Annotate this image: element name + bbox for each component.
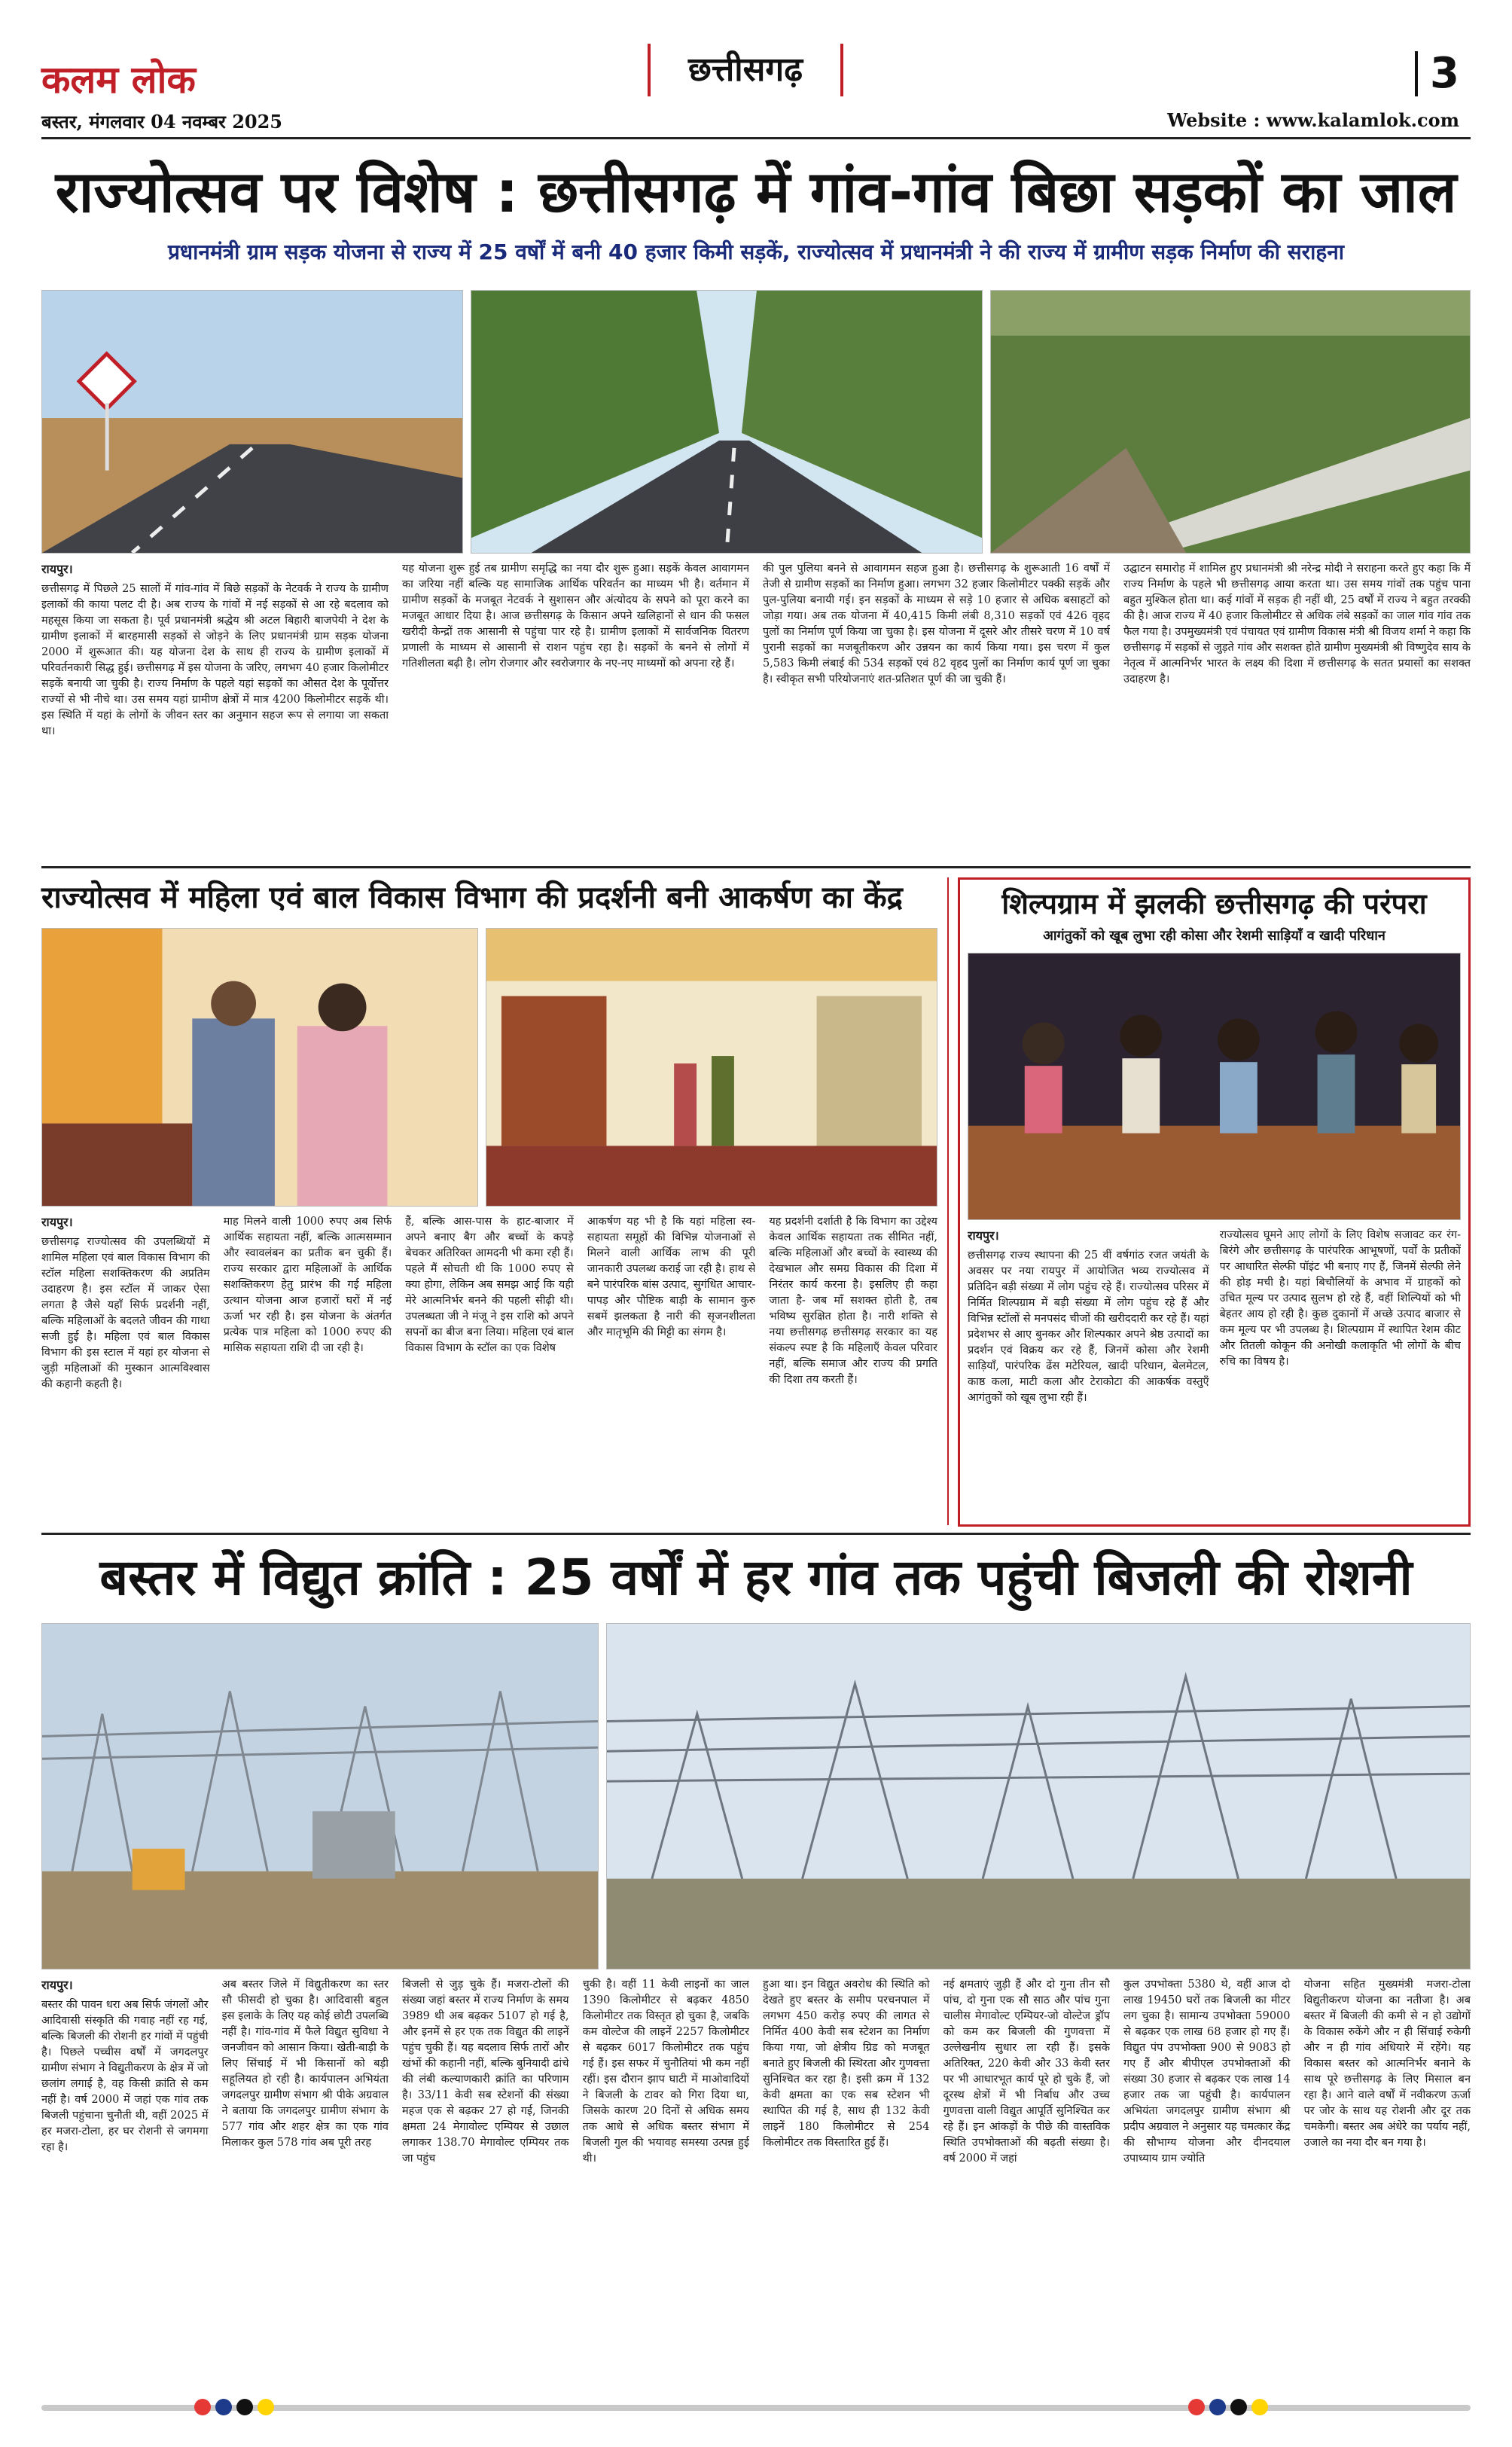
story3-body: [968, 1228, 1461, 1521]
website-url: Website : www.kalamlok.com: [1167, 109, 1459, 131]
registration-dot: [258, 2399, 274, 2415]
story1-col-4: उद्घाटन समारोह में शामिल हुए प्रधानमंत्री श्री नरेन्द्र मोदी ने सराहना करते हुए कहा कि मैं राज्य निर्माण के पहले भी छत्तीसगढ़ आया करता था। उस समय गांवों तक पहुंच पाना बहुत मुश्किल होता था। कई गांवों में सड़क ही नहीं थी, 25 वर्षों में राज्य ने बहुत तरक्की की है। आज राज्य में 40 हजार किलोमीटर से अधिक लंबे सड़कों का जाल गांव गांव तक फैल गया है। उपमुख्यमंत्री एवं पंचायत एवं ग्रामीण विकास मंत्री श्री विजय शर्मा ने कहा कि छत्तीसगढ़ में सड़कों से जुड़ते गांव और सशक्त होते ग्रामीण मुख्यमंत्री श्री विष्णुदेव साय के नेतृत्व में आत्मनिर्भर भारत के लक्ष्य की दिशा में छत्तीसगढ़ के सतत प्रयासों का सशक्त उदाहरण है।: [1123, 563, 1471, 685]
registration-dot: [215, 2399, 232, 2415]
story4-col-1-text: बस्तर की पावन धरा अब सिर्फ जंगलों और आदिवासी संस्कृति की गवाह नहीं रह गई, बल्कि बिजली की रोशनी हर गांवों में पहुंची है। पिछले पच्चीस वर्षों में जगदलपुर ग्रामीण संभाग ने विद्युतीकरण के क्षेत्र में जो छलांग लगाई है, वह किसी क्रांति से कम नहीं है। वर्ष 2000 में जहां एक गांव तक बिजली पहुंचाना चुनौती थी, वहीं 2025 में हर मजरा-टोला, हर घर रोशनी से जगमगा रहा है।: [41, 1999, 209, 2153]
story3-subhead: आगंतुकों को खूब लुभा रही कोसा और रेशमी साड़ियाँ व खादी परिधान: [1043, 928, 1385, 944]
footer-color-bar: [41, 2399, 1471, 2415]
registration-dot: [1230, 2399, 1247, 2415]
registration-dot: [1251, 2399, 1268, 2415]
story1-place: रायपुर।: [41, 562, 73, 576]
story1-col-1-text: छत्तीसगढ़ में पिछले 25 सालों में गांव-गांव में बिछे सड़कों के नेटवर्क ने राज्य के ग्रामीण इलाकों की काया पलट दी है। अब राज्य के गांवों में नई सड़कों से आ रहे बदलाव को महसूस किया जा सकता है। पूर्व प्रधानमंत्री श्रद्धेय श्री अटल बिहारी बाजपेयी ने देश के ग्रामीण इलाकों में बारहमासी सड़कों से जोड़ने के लिए प्रधानमंत्री ग्राम सड़क योजना 2000 में शुरूआत की। यह योजना देश के साथ ही राज्य के ग्रामीण इलाकों में परिवर्तनकारी सिद्ध हुई। छत्तीसगढ़ में इस योजना के जरिए, लगभग 40 हजार किलोमीटर सड़कें बनायी जा चुकी है। राज्य निर्माण के पहले यहां सड़कों का औसत देश के पूर्वोत्तर राज्यों से भी नीचे था। उस समय यहां ग्रामीण क्षेत्रों में मात्र 4200 किलोमीटर सड़कें थी। इस स्थिति में यहां के लोगों के जीवन स्तर का अनुमान सहज रूप से लगाया जा सकता था।: [41, 583, 389, 737]
story3-rule: [41, 1533, 1471, 1535]
dateline: बस्तर, मंगलवार 04 नवम्बर 2025: [41, 111, 283, 133]
story2-headline: राज्योत्सव में महिला एवं बाल विकास विभाग की प्रदर्शनी बनी आकर्षण का केंद्र: [41, 880, 903, 915]
road-photo-1: [41, 290, 463, 554]
story2-col-5: यह प्रदर्शनी दर्शाती है कि विभाग का उद्देश्य केवल आर्थिक सहायता तक सीमित नहीं, बल्कि महिलाओं और बच्चों के स्वास्थ्य की देखभाल और समग्र विकास की दिशा में निरंतर कार्य करना है। इसलिए ही कहा जाता है- जब माँ सशक्त होती है, तब भविष्य सुरक्षित होता है। नारी शक्ति से नया छत्तीसगढ़ छत्तीसगढ़ सरकार का यह संकल्प स्पष्ट है कि महिलाएँ केवल परिवार नहीं, बल्कि समाज और राज्य की प्रगति की दिशा तय करती हैं।: [769, 1216, 937, 1386]
story4-place: रायपुर।: [41, 1978, 73, 1992]
story1-col-2: यह योजना शुरू हुई तब ग्रामीण समृद्धि का नया दौर शुरू हुआ। सड़कें केवल आवागमन का जरिया नहीं बल्कि यह सामाजिक आर्थिक परिवर्तन का माध्यम भी है। वर्तमान में ग्रामीण सड़कों के मजबूत नेटवर्क ने सुशासन और अंत्योदय के सपने को पूरा करने का मजबूत आधार दिया है। आज छत्तीसगढ़ के किसान अपने खलिहानों से धान की फसल खरीदी केन्द्रों तक आसानी से पहुंचा पार रहे है। ग्रामीण इलाकों में सार्वजनिक वितरण प्रणाली के माध्यम से आसानी से राशन पहुंच रहा है। सड़कों के बनने से लोगों में गतिशीलता बढ़ी है। लोग रोजगार और स्वरोजगार के नए-नए माध्यमों को अपना रहे हैं।: [402, 563, 749, 670]
shilpgram-photo: [968, 953, 1461, 1220]
story2-col-1: [41, 1214, 210, 1527]
story4-body: [41, 1977, 1471, 2391]
story4-col-8: योजना सहित मुख्यमंत्री मजरा-टोला विद्युतीकरण योजना का नतीजा है। अब बस्तर में बिजली की कमी से न हो उद्योगों के विकास रुकेंगे और न ही सिंचाई रुकेगी और न ही गांव अंधियारे में रहेंगे। यह विकास बस्तर को आत्मनिर्भर बनाने के साथ पूरे छत्तीसगढ़ के लिए मिसाल बन रहा है। आने वाले वर्षों में नवीकरण ऊर्जा पर जोर के साथ यह रोशनी और दूर तक चमकेगी। बस्तर अब अंधेरे का पर्याय नहीं, उजाले का नया दौर बन गया है।: [1303, 1979, 1471, 2149]
story4-col-2: अब बस्तर जिले में विद्युतीकरण का स्तर सौ फीसदी हो चुका है। आदिवासी बहुल इस इलाके के लिए यह कोई छोटी उपलब्धि नहीं है। गांव-गांव में फैले विद्युत सुविधा ने जनजीवन को आसान किया। खेती-बाड़ी के लिए सिंचाई में भी किसानों को बड़ी सहूलियत हो रही है। कार्यपालन अभियंता जगदलपुर ग्रामीण संभाग श्री पीके अग्रवाल ने बताया कि जगदलपुर ग्रामीण संभाग के 577 गांव और शहर क्षेत्र का एक गांव मिलाकर कुल 578 गांव अब पूरी तरह: [221, 1979, 389, 2149]
registration-dot: [1188, 2399, 1205, 2415]
story4-col-7: कुल उपभोक्ता 5380 थे, वहीं आज दो लाख 19450 घरों तक बिजली का मीटर लग चुका है। सामान्य उपभोक्ता 59000 से बढ़कर एक लाख 68 हजार हो गए हैं। विद्युत पंप उपभोक्ता 900 से 9083 हो गए हैं और बीपीएल उपभोक्ताओं की संख्या 30 हजार से बढ़कर एक लाख 14 हजार तक जा पहुंची है। कार्यपालन अभियंता जगदलपुर ग्रामीण संभाग श्री प्रदीप अग्रवाल ने अनुसार यह चमत्कार केंद्र की सौभाग्य योजना और दीनदयाल उपाध्याय ग्राम ज्योति: [1123, 1979, 1291, 2165]
story2-place: रायपुर।: [41, 1215, 73, 1229]
column-divider: [947, 877, 949, 1525]
masthead-logo: कलम लोक: [41, 58, 196, 102]
registration-dot: [1209, 2399, 1226, 2415]
story1-col-1: [41, 561, 389, 862]
exhibition-photo-2: [486, 928, 937, 1207]
story2-col-4: आकर्षण यह भी है कि यहां महिला स्व-सहायता समूहों की विभिन्न योजनाओं से मिलने वाली आर्थिक लाभ की पूरी जानकारी उपलब्ध कराई जा रही है। हाथ से बने पारंपरिक बांस उत्पाद, सुगंधित आचार-पापड़ और पौष्टिक बाड़ी के सामान कुरु सबमें झलकता है नारी की सृजनशीलता और मातृभूमि की मिट्टी का संगम है।: [587, 1216, 756, 1338]
registration-dot: [236, 2399, 253, 2415]
story4-col-6: नई क्षमताएं जुड़ी हैं और दो गुना तीन सौ पांच, दो गुना एक सौ साठ और पांच गुना चालीस मेगावोल्ट एम्पियर-जो वोल्टेज ड्रॉप को कम कर बिजली की गुणवत्ता में उल्लेखनीय सुधार ला रही हैं। इसके अतिरिक्त, 220 केवी और 33 केवी स्तर पर भी आधारभूत कार्य पूरे हो चुके हैं, जो दूरस्थ क्षेत्रों में भी निर्बाध और उच्च गुणवत्ता वाली विद्युत आपूर्ति सुनिश्चित कर रहे हैं। इन आंकड़ों के पीछे की वास्तविक स्थिति उपभोक्ताओं की बढ़ती संख्या है। वर्ष 2000 में जहां: [943, 1979, 1110, 2165]
registration-dot: [194, 2399, 211, 2415]
story3-col-1: [968, 1228, 1209, 1521]
story2-body: [41, 1214, 937, 1527]
story3-headline: शिल्पग्राम में झलकी छत्तीसगढ़ की परंपरा: [1001, 887, 1427, 920]
story1-col-3: की पुल पुलिया बनने से आवागमन सहज हुआ है। छत्तीसगढ़ के शुरूआती 16 वर्षों में तेजी से ग्रामीण सड़कों का निर्माण हुआ। लगभग 32 हजार किलोमीटर पक्की सड़कें और पुल-पुलिया बनायी गई। इन सड़कों के माध्यम से सड़े 10 हजार से अधिक बसाहटों को जोड़ा गया। अब तक योजना में 40,415 किमी लंबी 8,310 सड़कों एवं 426 वृहद पुलों का निर्माण पूर्ण किया जा चुका है। इस योजना में दूसरे और तीसरे चरण में 10 वर्ष पुरानी सड़कों का मजबूतीकरण और उन्नयन का कार्य किया गया। इस चरण में कुल 5,583 किमी लंबाई की 534 सड़कों एवं 82 वृहद पुलों का निर्माण कार्य पूर्ण जा चुका है। स्वीकृत सभी परियोजनाएं शत-प्रतिशत पूर्ण की जा चुकी हैं।: [763, 563, 1110, 685]
story4-col-5: हुआ था। इन विद्युत अवरोध की स्थिति को देखते हुए बस्तर के समीप परचनपाल में लगभग 450 करोड़ रुपए की लागत से निर्मित 400 केवी सब स्टेशन का निर्माण किया गया, जो क्षेत्रीय ग्रिड को मजबूत बनाते हुए बिजली की स्थिरता और गुणवत्ता सुनिश्चित कर रहा है। इसी क्रम में 132 केवी क्षमता का एक सब स्टेशन भी स्थापित की गई है, साथ ही 132 केवी लाइनें 180 किलोमीटर से 254 किलोमीटर तक विस्तारित हुई हैं।: [763, 1979, 930, 2149]
story4-col-1: [41, 1977, 209, 2391]
story1-rule: [41, 866, 1471, 868]
story4-headline: बस्तर में विद्युत क्रांति : 25 वर्षों में हर गांव तक पहुंची बिजली की रोशनी: [99, 1548, 1413, 1606]
bridge-photo: [990, 290, 1471, 554]
exhibition-photo-1: [41, 928, 478, 1207]
story3-col-2: राज्योत्सव घूमने आए लोगों के लिए विशेष सजावट कर रंग-बिरंगे और छत्तीसगढ़ के पारंपरिक आभूषणों, पर्वों के प्रतीकों पर आधारित सेल्फी पॉइंट भी बनाए गए हैं, जिनमें सेल्फी लेने की होड़ मची है। यहां बिचौलियों के अभाव में ग्राहकों को उचित मूल्य पर उत्पाद सुलभ हो रहे हैं, वहीं शिल्पियों को भी बेहतर आय हो रही है। कुछ दुकानों में अच्छे उत्पाद बाजार से कम मूल्य पर भी उपलब्ध है। शिल्पग्राम में स्थापित रेशम कीट और तितली कोकून की अनोखी कलाकृति भी लोगों के बीच रुचि का विषय है।: [1219, 1229, 1461, 1368]
registration-dots-left: [192, 2399, 276, 2418]
road-photo-2: [471, 290, 983, 554]
substation-photo-2: [606, 1623, 1471, 1969]
story1-headline: राज्योत्सव पर विशेष : छत्तीसगढ़ में गांव-गांव बिछा सड़कों का जाल: [55, 158, 1457, 225]
story2-col-1-text: छत्तीसगढ़ राज्योत्सव की उपलब्धियों में शामिल महिला एवं बाल विकास विभाग की स्टॉल महिला सशक्तिकरण की अप्रतिम उदाहरण है। इस स्टॉल में जाकर ऐसा लगता है जैसे यहाँ सिर्फ प्रदर्शनी नहीं, बल्कि महिलाओं के बदलते जीवन की गाथा सजी हुई है। महिला एवं बाल विकास विभाग की इस स्टाल में यहां हर योजना से जुड़ी महिलाओं की मुस्कान आत्मविश्वास की कहानी कहती है।: [41, 1236, 210, 1390]
story1-body: [41, 561, 1471, 862]
page-number: 3: [1415, 51, 1459, 96]
story3-place: रायपुर।: [968, 1228, 999, 1243]
section-name: छत्तीसगढ़: [648, 44, 843, 96]
story4-col-4: चुकी है। वहीं 11 केवी लाइनों का जाल 1390 किलोमीटर से बढ़कर 4850 किलोमीटर तक विस्तृत हो चुका है, जबकि कम वोल्टेज की लाइनें 2257 किलोमीटर से बढ़कर 6017 किलोमीटर तक पहुंच गई हैं। इस सफर में चुनौतियां भी कम नहीं रहीं। इस दौरान झाप घाटी में माओवादियों ने बिजली के टावर को गिरा दिया था, जिसके कारण 20 दिनों से अधिक समय तक आधे से अधिक बस्तर संभाग में बिजली गुल की भयावह समस्या उत्पन्न हुई थी।: [582, 1979, 749, 2165]
story3-col-1-text: छत्तीसगढ़ राज्य स्थापना की 25 वीं वर्षगांठ रजत जयंती के अवसर पर नया रायपुर में आयोजित भव्य राज्योत्सव में प्रतिदिन बड़ी संख्या में लोग पहुंच रहे हैं। राज्योत्सव परिसर में निर्मित शिल्पग्राम में बड़ी संख्या में लोग पहुंच रहे हैं और विभिन्न स्टॉलों से मनपसंद चीजों की खरीददारी कर रहे हैं। यहां प्रदेशभर से आए बुनकर और शिल्पकार अपने श्रेष्ठ उत्पादों का प्रदर्शन एवं विक्रय कर रहे हैं, जिनमें कोसा और रेशमी साड़ियाँ, पारंपरिक ढेंस मटेरियल, खादी परिधान, बेलमेटल, काष्ठ कला, माटी कला और टेराकोटा की आकर्षक वस्तुएँ आगंतुकों को खूब लुभा रही हैं।: [968, 1249, 1209, 1404]
story2-col-2: माह मिलने वाली 1000 रुपए अब सिर्फ आर्थिक सहायता नहीं, बल्कि आत्मसम्मान और स्वावलंबन का प्रतीक बन चुकी हैं। राज्य सरकार द्वारा महिलाओं के आर्थिक सशक्तिकरण हेतु प्रारंभ की गई महिला उत्थान योजना आज हजारों घरों में नई ऊर्जा भर रही है। इस योजना के अंतर्गत प्रत्येक पात्र महिला को 1000 रुपए की मासिक सहायता राशि दी जा रही है।: [223, 1216, 392, 1354]
story4-col-3: बिजली से जुड़ चुके हैं। मजरा-टोलों की संख्या जहां बस्तर में राज्य निर्माण के समय 3989 थी अब बढ़कर 5107 हो गई है, और इनमें से हर एक तक विद्युत की लाइनें पहुंच चुकी हैं। यह बदलाव सिर्फ तारों और खंभों की कहानी नहीं, बल्कि बुनियादी ढांचे की लंबी कल्याणकारी क्रांति का परिणाम है। 33/11 केवी सब स्टेशनों की संख्या महज एक से बढ़कर 27 हो गई, जिनकी क्षमता 24 मेगावोल्ट एम्पियर से उछाल लगाकर 138.70 मेगावोल्ट एम्पियर तक जा पहुंच: [402, 1979, 569, 2165]
story1-subhead: प्रधानमंत्री ग्राम सड़क योजना से राज्य में 25 वर्षों में बनी 40 हजार किमी सड़कें, राज्योत्सव में प्रधानमंत्री ने की राज्य में ग्रामीण सड़क निर्माण की सराहना: [168, 240, 1344, 264]
story2-col-3: हैं, बल्कि आस-पास के हाट-बाजार में अपने बनाए बैग और बच्चों के कपड़े बेचकर अतिरिक्त आमदनी भी कमा रही हैं। पहले मैं सोचती थी कि 1000 रुपए से क्या होगा, लेकिन अब समझ आई कि यही मेरे आत्मनिर्भर बनने की पहली सीढ़ी थी। उपलब्धता जी ने मंजू ने इस राशि को अपने सपनों का बीज बना लिया। महिला एवं बाल विकास विभाग के स्टॉल का एक विशेष: [405, 1216, 574, 1354]
masthead-rule: [41, 137, 1471, 139]
substation-photo-1: [41, 1623, 599, 1969]
registration-dots-right: [1186, 2399, 1270, 2418]
